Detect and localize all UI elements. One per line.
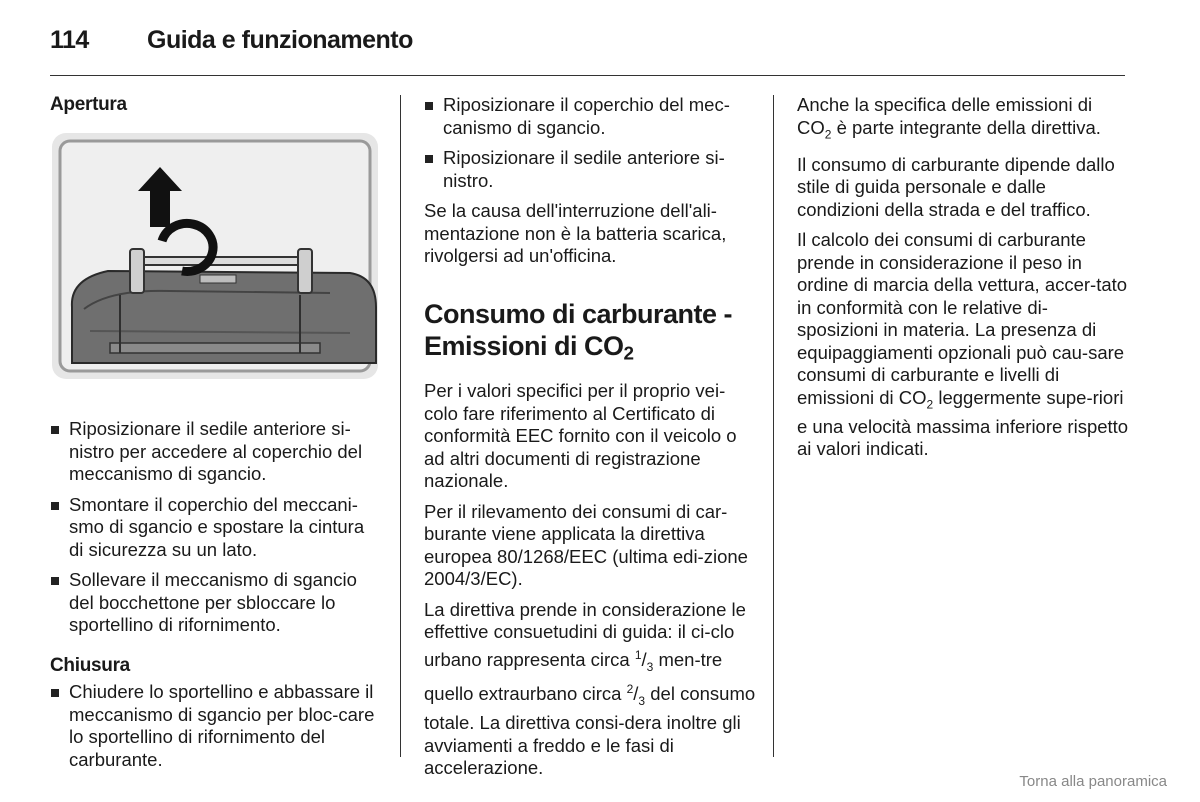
calculation-text-b: leggermente supe-riori e una velocità massima inferiore rispetto ai valori indicati.: [797, 386, 1129, 460]
back-to-overview-link[interactable]: Torna alla panoramica: [1019, 773, 1167, 790]
heading-opening: Apertura: [50, 94, 127, 115]
column-left: [50, 94, 382, 779]
column-divider-2: [773, 95, 774, 757]
paragraph-cycle: La direttiva prende in considerazione le effettive consuetudini di guida: il ci-clo urbano rappresenta circa $^1/_3$ men-tre quello extraurbano circa $^2/_3$ del consumo totale. La direttiva consi-dera inoltre gli avviamenti a freddo e le fasi di accelerazione.: [424, 598, 756, 779]
bullet-reposition-cover: Riposizionare il coperchio del mec-canismo di sgancio.: [424, 94, 756, 139]
emissions-subscript: 2: [824, 127, 832, 142]
paragraph-calculation: [797, 229, 1129, 461]
column-right: [797, 94, 1129, 469]
paragraph-battery: Se la causa dell'interruzione dell'ali-mentazione non è la batteria scarica, rivolgersi ad un'officina.: [424, 200, 727, 266]
bullet-closing-1: Chiudere lo sportellino e abbassare il meccanismo di sgancio per bloc-care lo sportellino di rifornimento del carburante.: [50, 681, 382, 771]
cycle-text-c: del consumo totale. La direttiva consi-dera inoltre gli avviamenti a freddo e le fasi di accelerazione.: [424, 683, 756, 779]
heading-consumption-line1: Consumo di carburante -: [424, 298, 733, 329]
emissions-text-a: Anche la specifica delle emissioni di CO: [797, 94, 1093, 138]
calculation-subscript: 2: [926, 397, 934, 412]
heading-closing: Chiusura: [50, 654, 130, 676]
paragraph-values: Per i valori specifici per il proprio vei-colo fare riferimento al Certificato di conformità EEC fornito con il veicolo o ad altri documenti di registrazione nazionale.: [424, 380, 737, 492]
paragraph-emissions: [797, 94, 1129, 146]
co2-subscript: 2: [623, 343, 634, 365]
column-divider-1: [400, 95, 401, 757]
heading-consumption-line2: Emissioni di CO: [424, 330, 624, 361]
fraction-1-numerator: 1: [634, 647, 642, 662]
bullet-opening-3: Sollevare il meccanismo di sgancio del bocchettone per sbloccare lo sportellino di rifornimento.: [50, 569, 382, 637]
fraction-2-denominator: 3: [638, 693, 646, 708]
paragraph-directive: Per il rilevamento dei consumi di car-burante viene applicata la direttiva europea 80/1268/EEC (ultima edi-zione 2004/3/EC).: [424, 500, 748, 590]
heading-consumption: [424, 298, 756, 371]
page-number: 114: [50, 26, 89, 54]
paragraph-style: Il consumo di carburante dipende dallo stile di guida personale e dalle condizioni della strada e del traffico.: [797, 153, 1115, 220]
calculation-text-a: Il calcolo dei consumi di carburante prende in considerazione il peso in ordine di marcia della vettura, accer-tato in conformità con le relative di-sposizioni in materia. La presenza di equipaggiamenti opzionali può cau-sare consumi di carburante e livelli di emissioni di CO: [797, 229, 1128, 408]
header-divider: [50, 75, 1125, 76]
bullet-reposition-seat: Riposizionare il sedile anteriore si-nistro.: [424, 147, 756, 192]
bullet-opening-2: Smontare il coperchio del meccani-smo di sgancio e spostare la cintura di sicurezza su un lato.: [50, 494, 382, 562]
column-middle: [424, 94, 756, 788]
cycle-text-b: men-tre quello extraurbano circa: [424, 648, 723, 705]
fraction-2-numerator: 2: [626, 682, 634, 697]
emissions-text-b: è parte integrante della direttiva.: [831, 116, 1101, 138]
section-title: Guida e funzionamento: [147, 26, 413, 54]
cycle-text-a: La direttiva prende in considerazione le effettive consuetudini di guida: il ci-clo urbano rappresenta circa: [424, 598, 746, 670]
fuel-release-illustration: [50, 131, 380, 381]
fraction-1-denominator: 3: [646, 659, 654, 674]
bullet-opening-1: Riposizionare il sedile anteriore si-nistro per accedere al coperchio del meccanismo di sgancio.: [50, 418, 382, 486]
